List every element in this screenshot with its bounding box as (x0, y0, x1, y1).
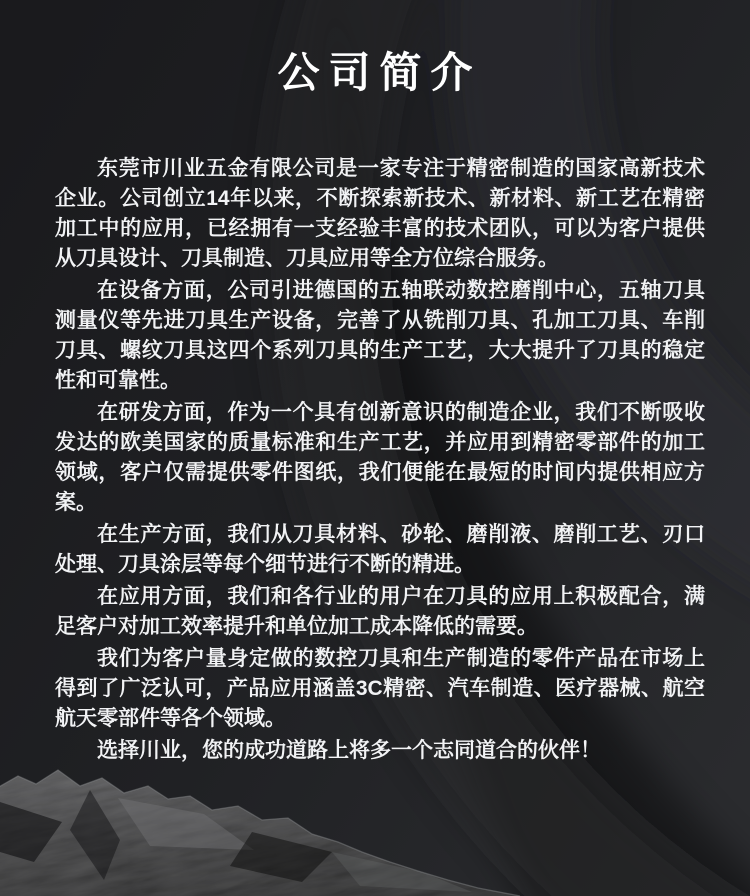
content-area (0, 44, 750, 766)
intro-paragraph-application: 在应用方面，我们和各行业的用户在刀具的应用上积极配合，满足客户对加工效率提升和单位加工成本降低的需要。 (55, 585, 705, 638)
company-intro-text (0, 154, 750, 766)
intro-paragraph-market: 我们为客户量身定做的数控刀具和生产制造的零件产品在市场上得到了广泛认可，产品应用涵盖3C精密、汽车制造、医疗器械、航空航天零部件等各个领域。 (55, 647, 705, 730)
intro-paragraph-slogan: 选择川业，您的成功道路上将多一个志同道合的伙伴！ (97, 739, 601, 762)
intro-paragraph-rnd: 在研发方面，作为一个具有创新意识的制造企业，我们不断吸收发达的欧美国家的质量标准和生产工艺，并应用到精密零部件的加工领域，客户仅需提供零件图纸，我们便能在最短的时间内提供相应方案。 (55, 401, 705, 514)
intro-paragraph-overview: 东莞市川业五金有限公司是一家专注于精密制造的国家高新技术企业。公司创立14年以来，不断探索新技术、新材料、新工艺在精密加工中的应用，已经拥有一支经验丰富的技术团队，可以为客户提供从刀具设计、刀具制造、刀具应用等全方位综合服务。 (55, 157, 705, 270)
page-title: 公司简介 (277, 49, 482, 96)
intro-paragraph-equipment: 在设备方面，公司引进德国的五轴联动数控磨削中心，五轴刀具测量仪等先进刀具生产设备，完善了从铣削刀具、孔加工刀具、车削刀具、螺纹刀具这四个系列刀具的生产工艺，大大提升了刀具的稳定性和可靠性。 (55, 279, 705, 392)
intro-paragraph-production: 在生产方面，我们从刀具材料、砂轮、磨削液、磨削工艺、刃口处理、刀具涂层等每个细节进行不断的精进。 (55, 523, 705, 576)
